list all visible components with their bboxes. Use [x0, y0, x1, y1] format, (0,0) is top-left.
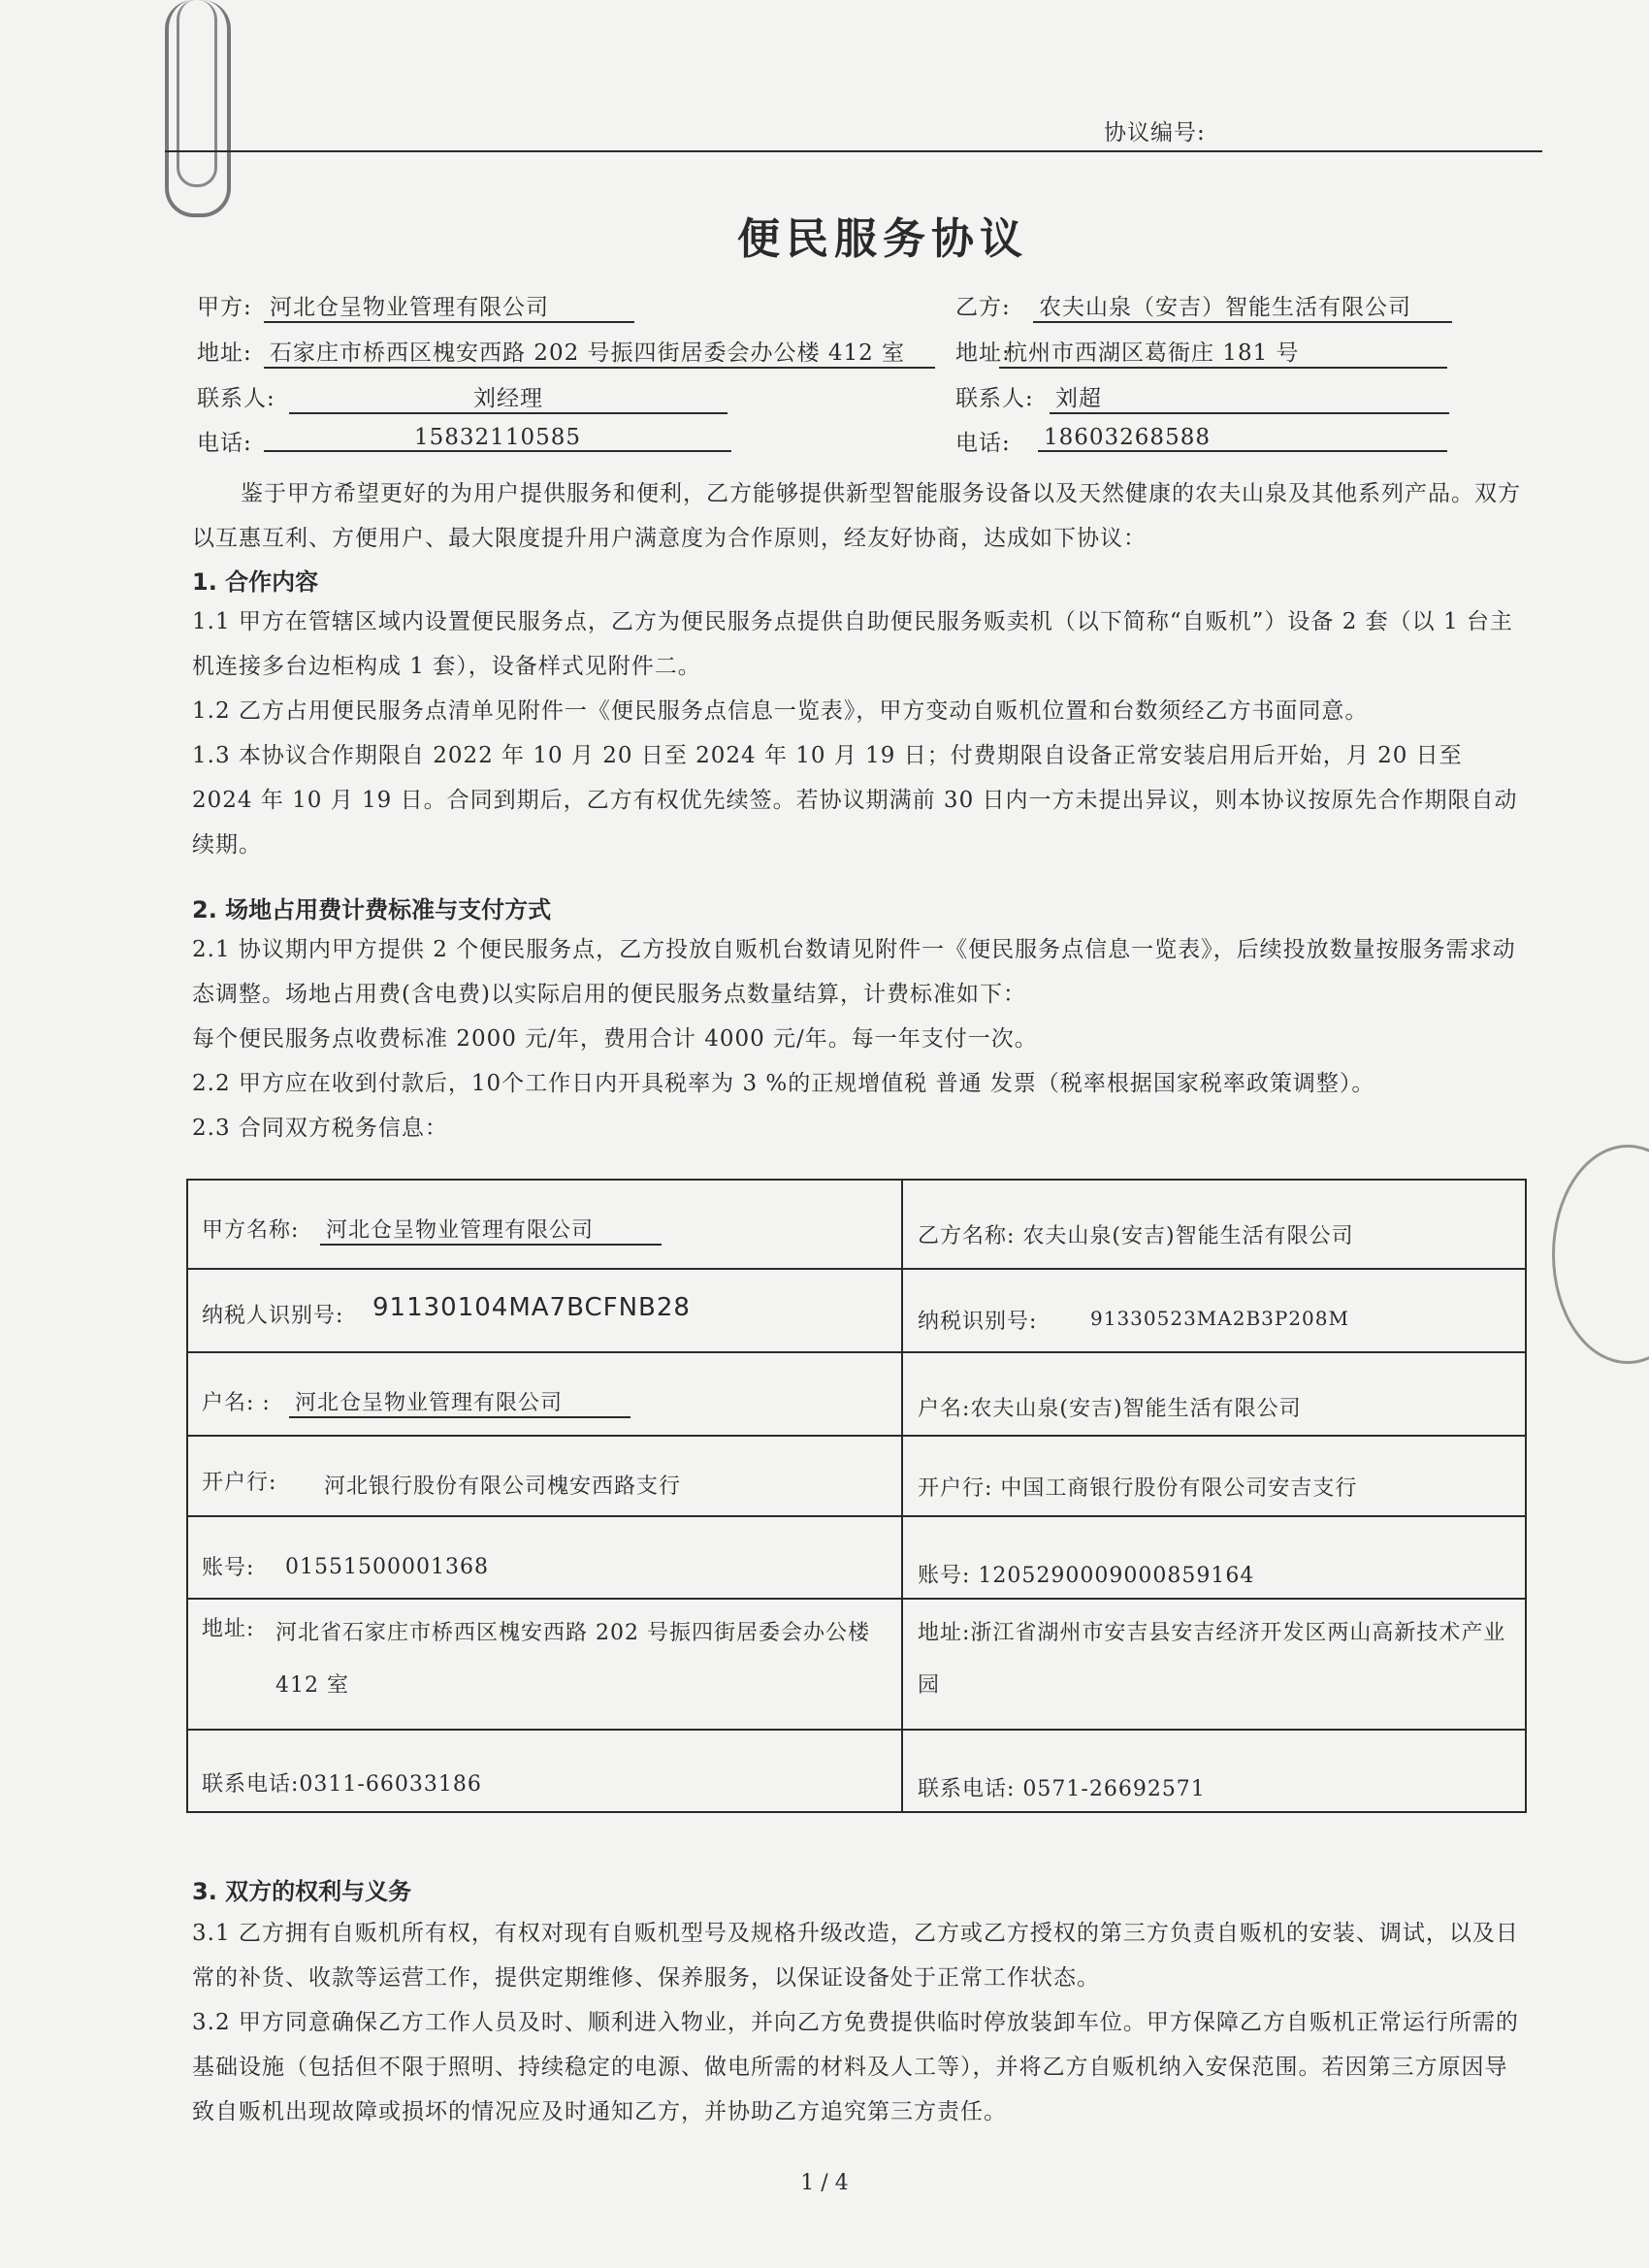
clause-1-1: 1.1 甲方在管辖区域内设置便民服务点，乙方为便民服务点提供自助便民服务贩卖机（以下简称“自贩机”）设备 2 套（以 1 台主机连接多台边柜构成 1 套），设备样式见附件二。	[192, 609, 1513, 679]
party-b-phone: 18603268588	[1038, 425, 1447, 452]
party-a-phone-label: 电话:	[197, 431, 252, 456]
clause-3-1: 3.1 乙方拥有自贩机所有权，有权对现有自贩机型号及规格升级改造，乙方或乙方授权的第三方负责自贩机的安装、调试，以及日常的补货、收款等运营工作，提供定期维修、保养服务，以保证设备处于正常工作状态。	[192, 1921, 1519, 1991]
clause-2-2: 2.2 甲方应在收到付款后，10个工作日内开具税率为 3 %的正规增值税 普通 发票（税率根据国家税率政策调整）。	[192, 1071, 1375, 1096]
party-b-contact-label: 联系人:	[955, 386, 1034, 411]
party-b-name: 农夫山泉（安吉）智能生活有限公司	[1033, 289, 1452, 323]
party-b-phone-label: 电话:	[955, 431, 1011, 456]
party-b-taxid-label: 纳税识别号:	[918, 1310, 1038, 1334]
table-row-divider	[188, 1515, 1525, 1517]
section-1-body	[192, 599, 1531, 867]
clause-1-3: 1.3 本协议合作期限自 2022 年 10 月 20 日至 2024 年 10 月 19 日；付费期限自设备正常安装启用后开始，月 20 日至 2024 年 10 月 19 日。合同到期后，乙方有权优先续签。若协议期满前 30 日内一方未提出异议，则本协议按原先合作期限自动续期。	[192, 743, 1518, 858]
section-2-heading: 2. 场地占用费计费标准与支付方式	[192, 896, 552, 923]
intro-block	[192, 471, 1531, 561]
party-a-company-label: 甲方名称:	[202, 1218, 300, 1243]
clause-2-1-fee: 每个便民服务点收费标准 2000 元/年，费用合计 4000 元/年。每一年支付一次。	[192, 1026, 1038, 1052]
party-b-address-label: 地址:	[955, 340, 1011, 366]
clause-2-1: 2.1 协议期内甲方提供 2 个便民服务点，乙方投放自贩机台数请见附件一《便民服务点信息一览表》，后续投放数量按服务需求动态调整。场地占用费(含电费)以实际启用的便民服务点数量结算，计费标准如下：	[192, 937, 1516, 1007]
party-a-account: 01551500001368	[285, 1555, 489, 1579]
party-a-address: 石家庄市桥西区槐安西路 202 号振四街居委会办公楼 412 室	[264, 335, 935, 369]
section-2-body	[192, 927, 1531, 1150]
party-a-company: 河北仓呈物业管理有限公司	[320, 1214, 662, 1246]
party-b-address: 杭州市西湖区葛衙庄 181 号	[999, 335, 1447, 369]
party-b-name-label: 乙方:	[955, 295, 1011, 320]
party-b-tax-address: 地址:浙江省湖州市安吉县安吉经济开发区两山高新技术产业园	[918, 1621, 1506, 1698]
table-row-divider	[188, 1351, 1525, 1353]
party-a-account-label: 账号:	[202, 1556, 255, 1580]
page-title: 便民服务协议	[737, 214, 1028, 264]
intro-paragraph: 鉴于甲方希望更好的为用户提供服务和便利，乙方能够提供新型智能服务设备以及天然健康的农夫山泉及其他系列产品。双方以互惠互利、方便用户、最大限度提升用户满意度为合作原则，经友好协商，达成如下协议：	[192, 481, 1521, 551]
page-number: 1 / 4	[800, 2171, 849, 2195]
party-a-taxid-label: 纳税人识别号:	[202, 1304, 344, 1328]
party-b-account-name: 户名:农夫山泉(安吉)智能生活有限公司	[918, 1397, 1302, 1421]
table-row-divider	[188, 1598, 1525, 1600]
party-a-taxid: 91130104MA7BCFNB28	[372, 1293, 691, 1322]
party-a-name: 河北仓呈物业管理有限公司	[264, 289, 634, 323]
paper-clip-inner-icon	[177, 0, 217, 187]
party-a-account-name-label: 户名: :	[202, 1391, 271, 1415]
party-a-contact-label: 联系人:	[197, 386, 275, 411]
party-a-bank: 河北银行股份有限公司槐安西路支行	[324, 1474, 682, 1499]
party-a-contact: 刘经理	[289, 380, 728, 414]
official-seal-icon	[1552, 1145, 1649, 1364]
clause-3-2: 3.2 甲方同意确保乙方工作人员及时、顺利进入物业，并向乙方免费提供临时停放装卸车位。甲方保障乙方自贩机正常运行所需的基础设施（包括但不限于照明、持续稳定的电源、做电所需的材料及人工等），并将乙方自贩机纳入安保范围。若因第三方原因导致自贩机出现故障或损坏的情况应及时通知乙方，并协助乙方追究第三方责任。	[192, 2010, 1519, 2124]
party-a-tel: 联系电话:0311-66033186	[202, 1772, 482, 1797]
clause-2-3: 2.3 合同双方税务信息：	[192, 1116, 448, 1141]
table-row-divider	[188, 1435, 1525, 1437]
table-row-divider	[188, 1729, 1525, 1731]
table-column-divider	[901, 1181, 903, 1811]
party-b-contact: 刘超	[1050, 380, 1449, 414]
agreement-number-label: 协议编号:	[1104, 120, 1206, 146]
party-b-bank: 开户行: 中国工商银行股份有限公司安吉支行	[918, 1476, 1358, 1501]
party-b-taxid: 91330523MA2B3P208M	[1090, 1307, 1349, 1330]
clause-1-2: 1.2 乙方占用便民服务点清单见附件一《便民服务点信息一览表》，甲方变动自贩机位置和台数须经乙方书面同意。	[192, 698, 1369, 724]
party-b-account: 账号: 1205290009000859164	[918, 1564, 1255, 1588]
tax-info-table	[186, 1179, 1527, 1813]
header-rule	[165, 150, 1542, 152]
section-3-heading: 3. 双方的权利与义务	[192, 1878, 412, 1905]
table-row-divider	[188, 1268, 1525, 1270]
party-b-company: 乙方名称: 农夫山泉(安吉)智能生活有限公司	[918, 1224, 1354, 1248]
party-b-tel: 联系电话: 0571-26692571	[918, 1777, 1206, 1801]
party-a-name-label: 甲方:	[197, 295, 252, 320]
party-a-tax-address: 河北省石家庄市桥西区槐安西路 202 号振四街居委会办公楼 412 室	[275, 1621, 870, 1698]
section-3-body	[192, 1911, 1531, 2134]
party-a-bank-label: 开户行:	[202, 1471, 277, 1495]
party-a-phone: 15832110585	[264, 425, 731, 452]
section-1-heading: 1. 合作内容	[192, 568, 319, 596]
party-a-account-name: 河北仓呈物业管理有限公司	[289, 1386, 630, 1418]
party-a-address-label: 地址:	[197, 340, 252, 366]
party-a-address-label: 地址:	[202, 1617, 255, 1641]
